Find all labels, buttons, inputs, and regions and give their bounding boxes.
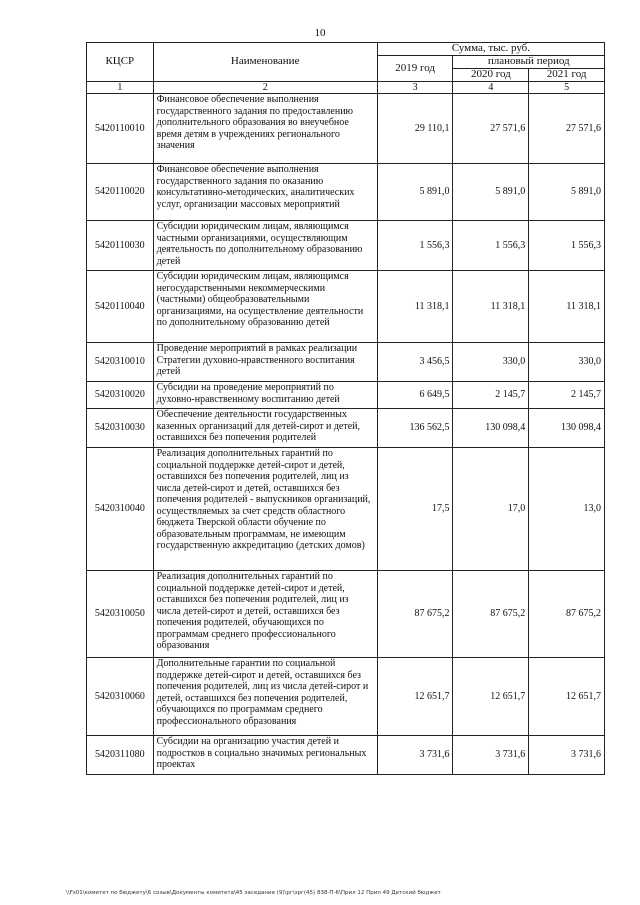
- row-name: Реализация дополнительных гарантий по социальной поддержке детей-сирот и детей, оставшихся без попечения родителей, лиц из числа детей-сирот и детей, оставшихся без попечения родителей - выпускников организаций, осуществляемых за счет средств областного бюджета Тверской области обучение по образовательным программам, не имеющим государственную аккредитацию (детских домов): [153, 448, 377, 571]
- row-value-2020: 130 098,4: [453, 409, 529, 448]
- row-value-2019: 87 675,2: [377, 571, 453, 658]
- row-value-2020: 3 731,6: [453, 736, 529, 775]
- row-value-2021: 27 571,6: [529, 94, 605, 164]
- row-value-2021: 330,0: [529, 343, 605, 382]
- row-value-2019: 136 562,5: [377, 409, 453, 448]
- row-code: 5420310010: [87, 343, 154, 382]
- column-number: 1: [87, 82, 154, 94]
- row-name: Субсидии юридическим лицам, являющимся частными организациями, осуществляющим деятельность по дополнительному образованию детей: [153, 221, 377, 271]
- row-code: 5420110010: [87, 94, 154, 164]
- header-year-2020: 2020 год: [453, 69, 529, 82]
- row-name: Субсидии юридическим лицам, являющимся негосударственными некоммерческими (частными) общеобразовательными организациями, на осуществление деятельности по дополнительному образованию детей: [153, 271, 377, 343]
- row-value-2020: 1 556,3: [453, 221, 529, 271]
- row-value-2020: 5 891,0: [453, 164, 529, 221]
- row-name: Субсидии на проведение мероприятий по духовно-нравственному воспитанию детей: [153, 382, 377, 409]
- row-code: 5420310060: [87, 658, 154, 736]
- row-value-2019: 1 556,3: [377, 221, 453, 271]
- row-value-2020: 12 651,7: [453, 658, 529, 736]
- header-planned-period: плановый период: [453, 56, 605, 69]
- table-row: [87, 94, 605, 164]
- table-row: [87, 271, 605, 343]
- row-value-2021: 2 145,7: [529, 382, 605, 409]
- row-code: 5420310030: [87, 409, 154, 448]
- table-row: [87, 221, 605, 271]
- table-row: [87, 571, 605, 658]
- row-code: 5420310020: [87, 382, 154, 409]
- row-value-2021: 87 675,2: [529, 571, 605, 658]
- row-name: Проведение мероприятий в рамках реализации Стратегии духовно-нравственного воспитания детей: [153, 343, 377, 382]
- row-code: 5420110020: [87, 164, 154, 221]
- row-code: 5420310050: [87, 571, 154, 658]
- row-value-2021: 13,0: [529, 448, 605, 571]
- row-value-2021: 12 651,7: [529, 658, 605, 736]
- header-year-2019: 2019 год: [377, 56, 453, 82]
- row-value-2019: 3 731,6: [377, 736, 453, 775]
- column-number: 5: [529, 82, 605, 94]
- table-row: [87, 658, 605, 736]
- table-row: [87, 343, 605, 382]
- row-value-2020: 2 145,7: [453, 382, 529, 409]
- row-name: Дополнительные гарантии по социальной поддержке детей-сирот и детей, оставшихся без попечения родителей, лиц из числа детей-сирот и детей, оставшихся без попечения родителей, обучающихся по программам среднего профессионального образования: [153, 658, 377, 736]
- row-name: Реализация дополнительных гарантий по социальной поддержке детей-сирот и детей, оставшихся без попечения родителей, лиц из числа детей-сирот и детей, оставшихся без попечения родителей, обучающихся по программам среднего профессионального образования: [153, 571, 377, 658]
- row-value-2020: 17,0: [453, 448, 529, 571]
- row-name: Финансовое обеспечение выполнения государственного задания по оказанию консультативно-методических, аналитических услуг, организации массовых мероприятий: [153, 164, 377, 221]
- row-value-2019: 3 456,5: [377, 343, 453, 382]
- row-name: Обеспечение деятельности государственных казенных организаций для детей-сирот и детей, оставшихся без попечения родителей: [153, 409, 377, 448]
- row-value-2020: 27 571,6: [453, 94, 529, 164]
- row-value-2021: 3 731,6: [529, 736, 605, 775]
- row-value-2021: 5 891,0: [529, 164, 605, 221]
- row-value-2019: 11 318,1: [377, 271, 453, 343]
- row-value-2019: 5 891,0: [377, 164, 453, 221]
- budget-table: [86, 42, 605, 775]
- column-number: 3: [377, 82, 453, 94]
- row-value-2021: 11 318,1: [529, 271, 605, 343]
- row-name: Финансовое обеспечение выполнения государственного задания по предоставлению дополнительного образования во внеучебное время детям в учреждениях регионального значения: [153, 94, 377, 164]
- table-row: [87, 409, 605, 448]
- row-value-2019: 17,5: [377, 448, 453, 571]
- table-row: [87, 448, 605, 571]
- header-sum: Сумма, тыс. руб.: [377, 43, 604, 56]
- page-number: 10: [314, 27, 326, 39]
- row-value-2019: 6 649,5: [377, 382, 453, 409]
- row-code: 5420311080: [87, 736, 154, 775]
- row-value-2021: 130 098,4: [529, 409, 605, 448]
- row-value-2019: 12 651,7: [377, 658, 453, 736]
- row-code: 5420310040: [87, 448, 154, 571]
- header-year-2021: 2021 год: [529, 69, 605, 82]
- row-value-2020: 11 318,1: [453, 271, 529, 343]
- row-value-2020: 330,0: [453, 343, 529, 382]
- header-name: Наименование: [153, 43, 377, 82]
- table-row: [87, 164, 605, 221]
- header-code: КЦСР: [87, 43, 154, 82]
- row-value-2020: 87 675,2: [453, 571, 529, 658]
- row-value-2021: 1 556,3: [529, 221, 605, 271]
- row-code: 5420110040: [87, 271, 154, 343]
- table-row: [87, 736, 605, 775]
- column-number: 2: [153, 82, 377, 94]
- column-number: 4: [453, 82, 529, 94]
- row-code: 5420110030: [87, 221, 154, 271]
- row-name: Субсидии на организацию участия детей и подростков в социально значимых региональных проектах: [153, 736, 377, 775]
- table-row: [87, 382, 605, 409]
- row-value-2019: 29 110,1: [377, 94, 453, 164]
- footer-file-path: \\Fs01\комитет по бюджету\6 созыв\Документы комитета\45 заседание (9)\рг\зрг(45) 838-П-6\Прил 12 Прил 49 Детский бюджет: [66, 890, 441, 896]
